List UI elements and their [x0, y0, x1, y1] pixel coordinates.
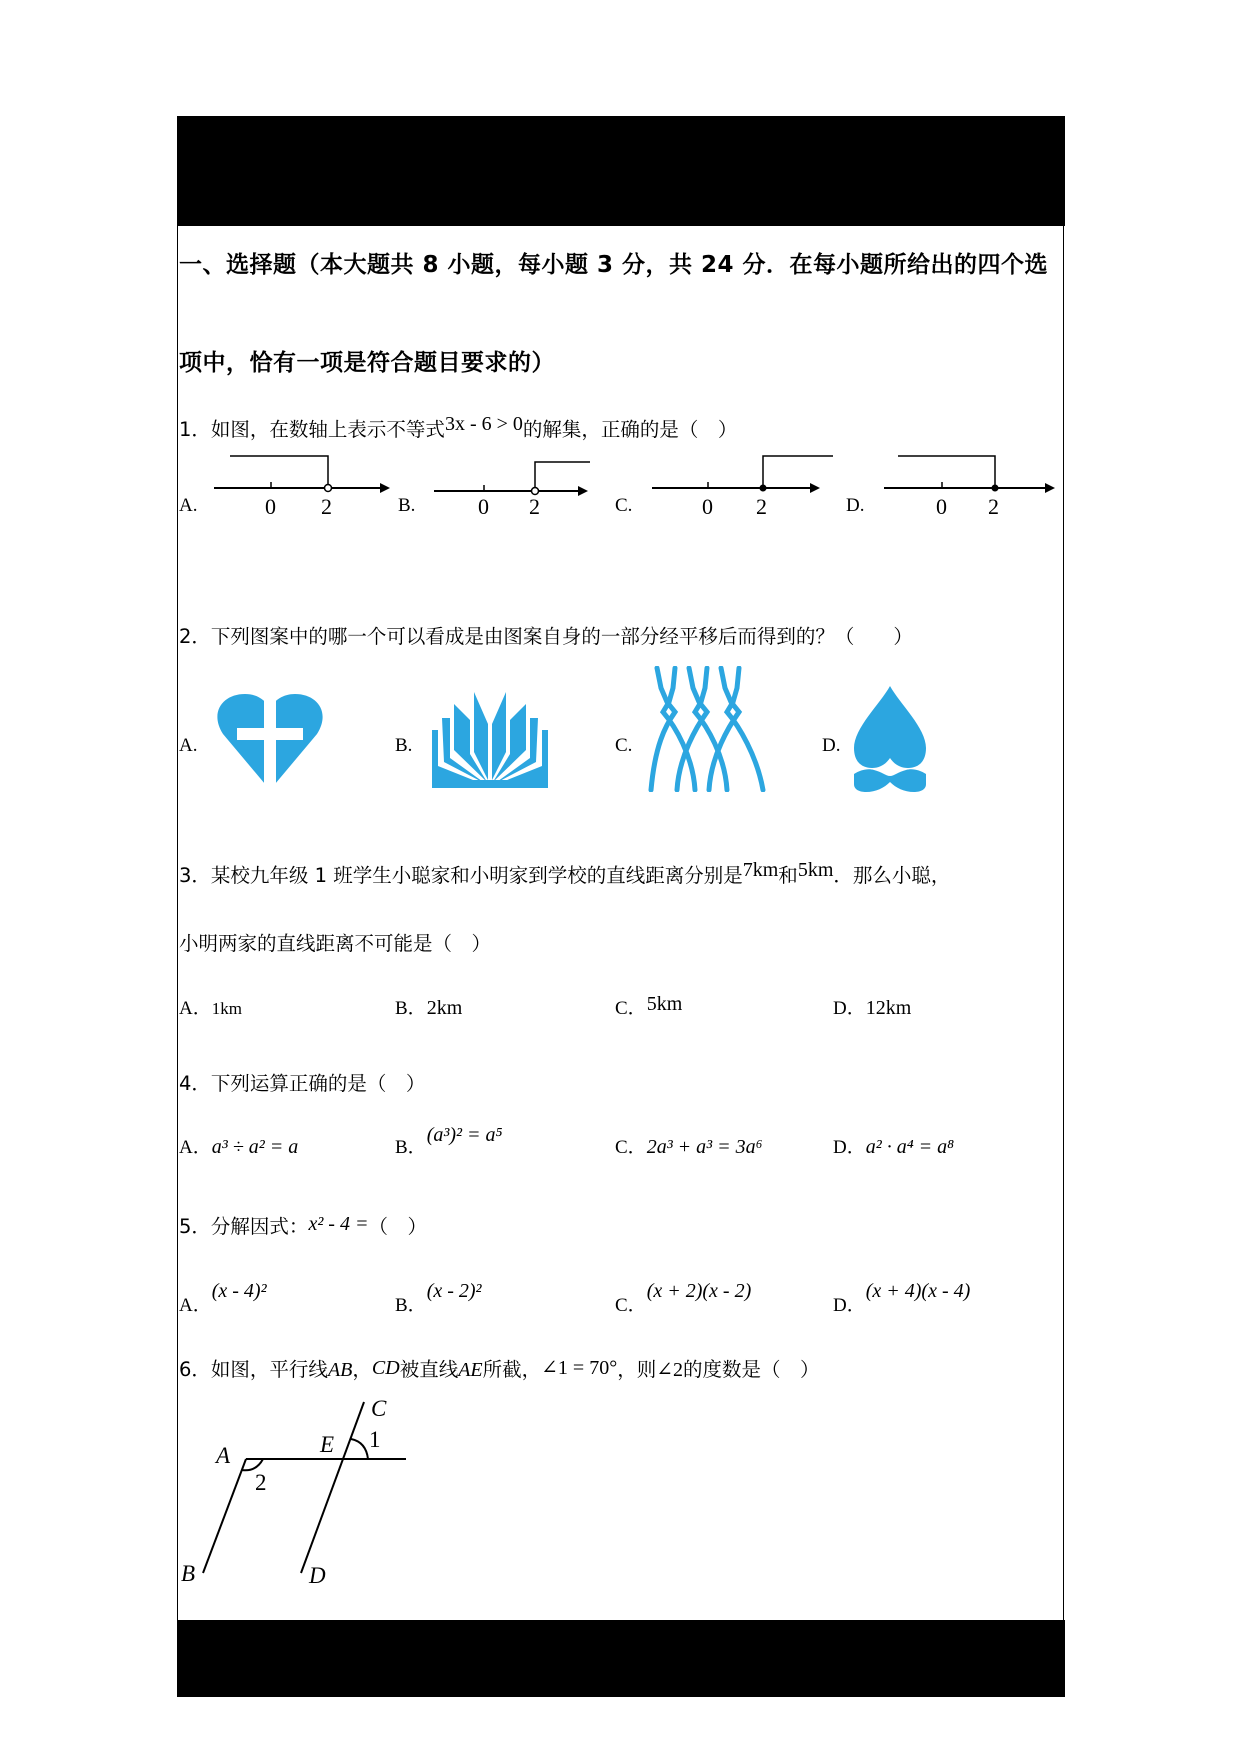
question-text-after: 的解集，正确的是（ ）: [522, 418, 738, 441]
q1-option-c-label[interactable]: C.: [615, 495, 633, 516]
point-c: C: [371, 1396, 387, 1421]
section-title-line2: 项中，恰有一项是符合题目要求的）: [179, 350, 555, 376]
angle-1-value: ∠1 = 70°: [541, 1357, 618, 1379]
question-number: 6．: [179, 1358, 211, 1381]
option-label: A．: [179, 1295, 212, 1316]
question-text: 如图，平行线: [210, 1358, 328, 1381]
q5-option-a[interactable]: [179, 1280, 267, 1317]
option-value: 2km: [426, 997, 463, 1019]
option-label: D．: [833, 1295, 866, 1316]
q2-option-a-label[interactable]: A.: [179, 735, 198, 756]
option-value: (x - 2)²: [426, 1280, 482, 1302]
line-cd: CD: [371, 1357, 400, 1379]
question-number: 5．: [179, 1215, 211, 1238]
separator: ，: [352, 1358, 372, 1381]
question-5: [179, 1211, 427, 1239]
tick-0: 0: [936, 494, 947, 519]
option-value: (x + 2)(x - 2): [646, 1280, 752, 1302]
question-number: 1．: [179, 418, 211, 441]
tick-2: 2: [988, 494, 999, 519]
redacted-header-block: [177, 116, 1065, 226]
redacted-footer-block: [177, 1620, 1065, 1697]
q4-option-b[interactable]: [395, 1124, 503, 1159]
option-value: 5km: [646, 993, 683, 1015]
distance-2: 5km: [797, 859, 834, 881]
q2-option-c-label[interactable]: C.: [615, 735, 633, 756]
question-3: [179, 860, 950, 888]
question-number: 2．: [179, 625, 211, 648]
q4-option-a[interactable]: [179, 1132, 298, 1159]
q4-option-d[interactable]: [833, 1132, 954, 1159]
question-text-mid: 和: [778, 864, 798, 887]
q2-option-d-label[interactable]: D.: [822, 735, 841, 756]
number-line-b[interactable]: [430, 450, 590, 520]
option-label: C．: [615, 1137, 647, 1158]
question-text: 下列图案中的哪一个可以看成是由图案自身的一部分经平移后而得到的？（ ）: [210, 625, 913, 648]
question-number: 4．: [179, 1072, 211, 1095]
q5-option-d[interactable]: [833, 1280, 971, 1317]
inequality-formula: 3x - 6 > 0: [444, 413, 523, 435]
option-label: A．: [179, 998, 212, 1019]
q1-option-d-label[interactable]: D.: [846, 495, 865, 516]
tick-0: 0: [265, 494, 276, 519]
option-label: A．: [179, 1137, 212, 1158]
option-value: (a³)² = a⁵: [426, 1124, 503, 1146]
question-text-mid3: ，则: [617, 1358, 657, 1381]
question-text: 下列运算正确的是（ ）: [210, 1072, 426, 1095]
q5-option-c[interactable]: [615, 1280, 752, 1317]
option-label: B．: [395, 1295, 427, 1316]
point-a: A: [216, 1443, 231, 1468]
tick-2: 2: [321, 494, 332, 519]
option-value: 12km: [865, 997, 912, 1019]
number-line-d[interactable]: [880, 450, 1060, 520]
question-1: [179, 414, 737, 442]
question-2: [179, 621, 913, 649]
distance-1: 7km: [742, 859, 779, 881]
question-text-after: （ ）: [368, 1215, 427, 1238]
heart-with-cross-icon[interactable]: [215, 694, 325, 792]
number-line-c[interactable]: [648, 450, 838, 520]
angle-label-2: 2: [255, 1470, 267, 1495]
tick-0: 0: [702, 494, 713, 519]
option-value: 1km: [211, 999, 242, 1018]
point-b: B: [181, 1561, 196, 1586]
question-text: 分解因式：: [210, 1215, 309, 1238]
angle-label-1: 1: [369, 1427, 381, 1452]
option-value: 2a³ + a³ = 3a⁶: [646, 1136, 763, 1158]
q3-option-a[interactable]: [179, 993, 242, 1020]
question-text: 如图，在数轴上表示不等式: [210, 418, 445, 441]
option-label: D．: [833, 1137, 866, 1158]
number-line-a[interactable]: [210, 450, 390, 520]
question-4: [179, 1068, 425, 1096]
factor-formula: x² - 4 =: [308, 1213, 369, 1235]
tick-0: 0: [478, 494, 489, 519]
q3-option-b[interactable]: [395, 993, 462, 1020]
line-ab: AB: [327, 1359, 353, 1381]
question-text-after: 的度数是（ ）: [682, 1358, 820, 1381]
parallel-lines-figure: [176, 1390, 436, 1605]
option-label: D．: [833, 998, 866, 1019]
q1-option-b-label[interactable]: B.: [398, 495, 416, 516]
question-6: [179, 1354, 820, 1382]
section-title-line1: 一、选择题（本大题共 8 小题，每小题 3 分，共 24 分．在每小题所给出的四个选: [179, 252, 1049, 278]
q2-option-b-label[interactable]: B.: [395, 735, 413, 756]
question-text-after: ．那么小聪，: [833, 864, 951, 887]
option-value: a² · a⁴ = a⁸: [865, 1136, 955, 1158]
option-label: C．: [615, 1295, 647, 1316]
option-label: B．: [395, 998, 427, 1019]
question-number: 3．: [179, 864, 211, 887]
point-d: D: [309, 1563, 326, 1588]
option-value: a³ ÷ a² = a: [211, 1136, 299, 1158]
question-text: 某校九年级 1 班学生小聪家和小明家到学校的直线距离分别是: [210, 864, 743, 887]
q5-option-b[interactable]: [395, 1280, 482, 1317]
drop-heart-icon[interactable]: [850, 684, 930, 792]
line-ae: AE: [458, 1359, 483, 1381]
open-book-rays-icon[interactable]: [430, 690, 550, 790]
option-label: B．: [395, 1137, 427, 1158]
three-pliers-icon[interactable]: [645, 666, 775, 792]
q3-option-d[interactable]: [833, 993, 911, 1020]
option-value: (x - 4)²: [211, 1280, 267, 1302]
q4-option-c[interactable]: [615, 1132, 763, 1159]
angle-2: ∠2: [656, 1359, 683, 1381]
point-e: E: [320, 1432, 335, 1457]
question-text-mid2: 所截，: [482, 1358, 542, 1381]
question-text-mid: 被直线: [399, 1358, 459, 1381]
tick-2: 2: [529, 494, 540, 519]
option-label: C．: [615, 998, 647, 1019]
q3-option-c[interactable]: [615, 993, 682, 1020]
q1-option-a-label[interactable]: A.: [179, 495, 198, 516]
option-value: (x + 4)(x - 4): [865, 1280, 971, 1302]
tick-2: 2: [756, 494, 767, 519]
question-3-line2: 小明两家的直线距离不可能是（ ）: [179, 932, 492, 955]
